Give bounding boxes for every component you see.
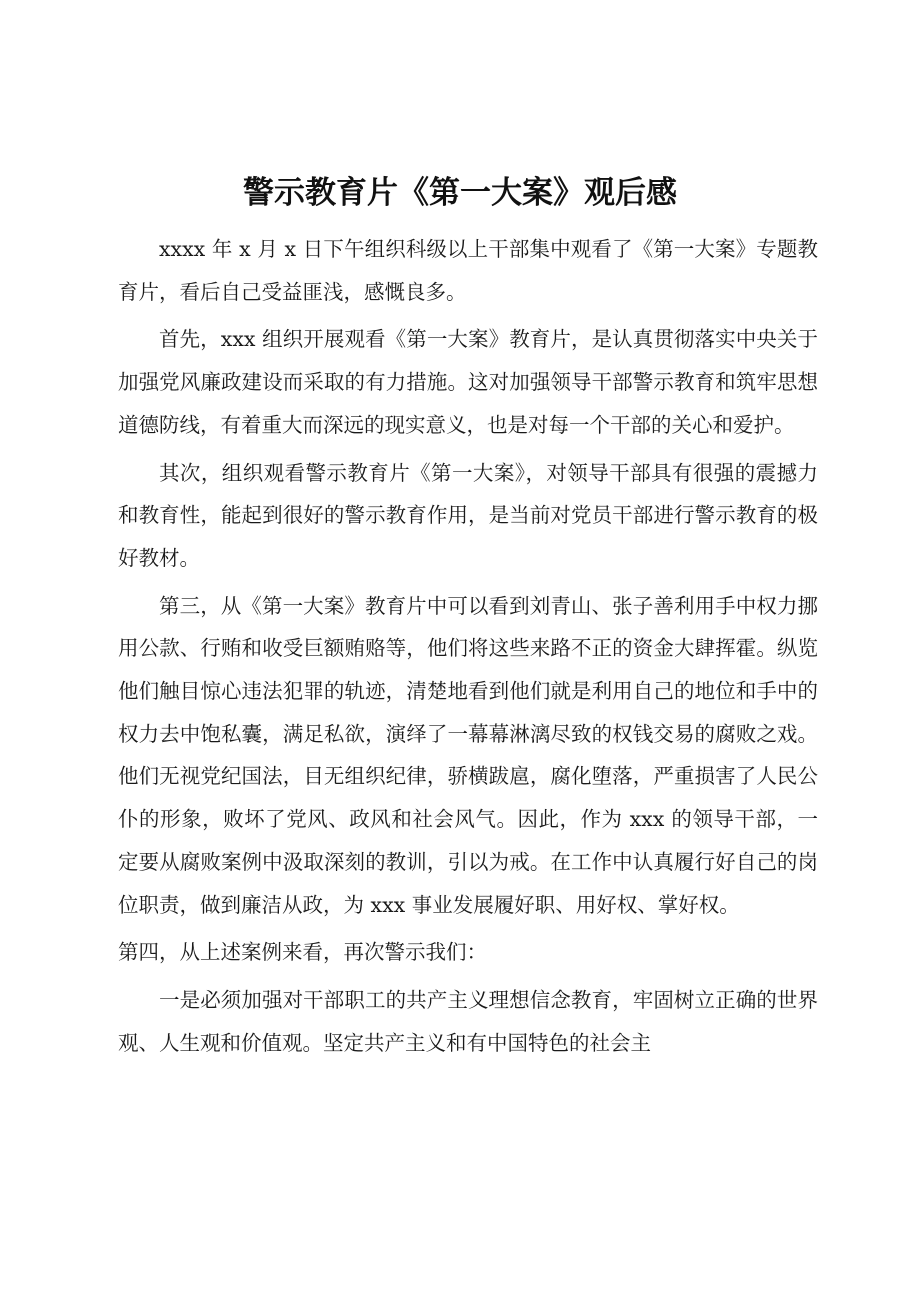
paragraph-point-one: 一是必须加强对干部职工的共产主义理想信念教育，牢固树立正确的世界观、人生观和价值观。坚定共产主义和有中国特色的社会主 [118, 987, 818, 1055]
paragraph-fourth-heading: 第四，从上述案例来看，再次警示我们： [118, 940, 487, 965]
document-title: 警示教育片《第一大案》观后感 [243, 175, 677, 211]
paragraph-first: 首先，xxx 组织开展观看《第一大案》教育片，是认真贯彻落实中央关于加强党风廉政建设而采取的有力措施。这对加强领导干部警示教育和筑牢思想道德防线，有着重大而深远的现实意义，也是对每一个干部的关心和爱护。 [118, 327, 818, 437]
document-body [118, 228, 818, 1069]
paragraph-second: 其次，组织观看警示教育片《第一大案》，对领导干部具有很强的震撼力和教育性，能起到很好的警示教育作用，是当前对党员干部进行警示教育的极好教材。 [118, 460, 818, 570]
paragraph-third: 第三，从《第一大案》教育片中可以看到刘青山、张子善利用手中权力挪用公款、行贿和收受巨额贿赂等，他们将这些来路不正的资金大肆挥霍。纵览他们触目惊心违法犯罪的轨迹，清楚地看到他们就是利用自己的地位和手中的权力去中饱私囊，满足私欲，演绎了一幕幕淋漓尽致的权钱交易的腐败之戏。他们无视党纪国法，目无组织纪律，骄横跋扈，腐化堕落，严重损害了人民公仆的形象，败坏了党风、政风和社会风气。因此，作为 xxx 的领导干部，一定要从腐败案例中汲取深刻的教训，引以为戒。在工作中认真履行好自己的岗位职责，做到廉洁从政，为 xxx 事业发展履好职、用好权、掌好权。 [118, 593, 818, 917]
paragraph-intro: xxxx 年 x 月 x 日下午组织科级以上干部集中观看了《第一大案》专题教育片，看后自己受益匪浅，感慨良多。 [118, 237, 818, 304]
